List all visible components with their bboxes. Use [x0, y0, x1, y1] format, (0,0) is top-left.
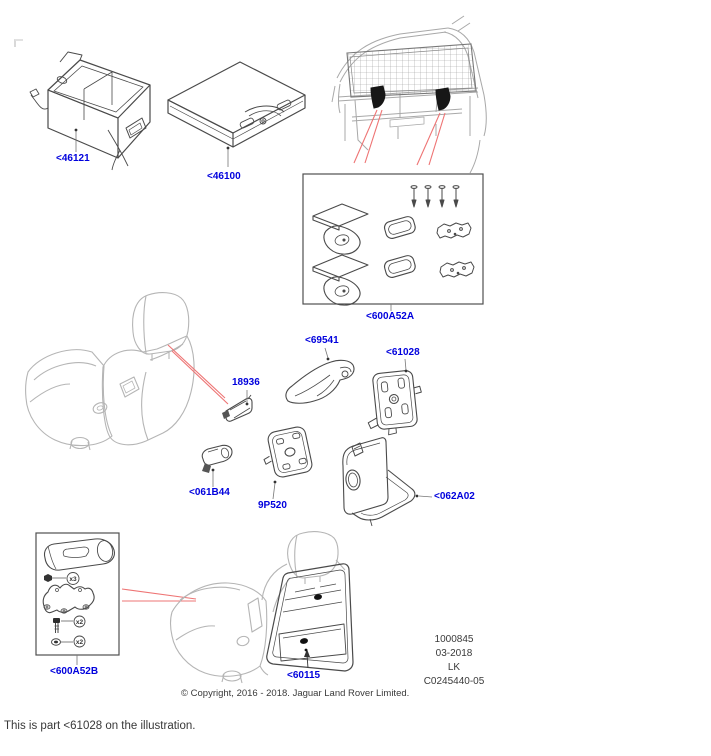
leader-9P520 [273, 483, 275, 499]
part-60115-panel-drawing [267, 564, 353, 671]
illustration-caption: This is part <61028 on the illustration. [4, 720, 196, 732]
red-arrows-kit-to-seat [122, 589, 196, 601]
cargo-organiser-drawing [30, 52, 150, 170]
leader-61028 [405, 359, 406, 370]
part-61028-drawing [363, 369, 425, 437]
partition-clip-right [436, 88, 450, 110]
qty-washer: x2 [75, 639, 84, 646]
leader-dot-061B44 [212, 469, 215, 472]
partition-clip-left [371, 86, 385, 108]
part-label-60115[interactable]: <60115 [287, 670, 321, 681]
part-label-69541[interactable]: <69541 [305, 335, 339, 346]
leader-062A02 [419, 496, 432, 497]
ref-model: LK [447, 662, 461, 673]
part-18936-drawing [222, 395, 252, 421]
red-arrows-headrest [168, 345, 228, 404]
drawing-reference-block [413, 633, 495, 689]
leader-dot-69541 [327, 358, 330, 361]
leader-dot-46100 [227, 147, 230, 150]
qty-bolt: x3 [69, 576, 77, 583]
faint-artifact-mark [14, 39, 23, 47]
leader-69541 [325, 348, 328, 358]
leader-dot-46121 [75, 129, 78, 132]
part-9P520-drawing [259, 426, 314, 481]
partition-mesh [347, 44, 476, 97]
part-label-61028[interactable]: <61028 [386, 347, 420, 358]
part-label-9P520[interactable]: 9P520 [258, 500, 287, 511]
part-label-600A52A[interactable]: <600A52A [366, 311, 415, 322]
part-062A02-drawing [343, 438, 415, 526]
part-label-46100[interactable]: <46100 [207, 171, 241, 182]
ref-date: 03-2018 [435, 648, 473, 659]
leader-dot-18936 [246, 403, 249, 406]
part-label-600A52B[interactable]: <600A52B [50, 666, 99, 677]
leader-dot-062A02 [416, 495, 419, 498]
ref-drawing: C0245440-05 [423, 676, 485, 687]
front-seat-drawing [26, 293, 194, 450]
flat-case-drawing [168, 62, 305, 147]
ref-number: 1000845 [434, 634, 474, 645]
leader-dot-9P520 [274, 481, 277, 484]
part-label-062A02[interactable]: <062A02 [434, 491, 475, 502]
qty-screw: x2 [75, 619, 84, 626]
part-label-061B44[interactable]: <061B44 [189, 487, 230, 498]
rear-view-seat-drawing [171, 532, 346, 683]
part-69541-drawing [286, 360, 354, 403]
leader-dot-61028 [405, 370, 408, 373]
part-label-18936[interactable]: 18936 [232, 377, 260, 388]
copyright-line: © Copyright, 2016 - 2018. Jaguar Land Rover Limited. [181, 688, 410, 699]
part-061B44-drawing [202, 445, 232, 473]
part-label-46121[interactable]: <46121 [56, 153, 90, 164]
red-arrows-partition [354, 110, 445, 165]
